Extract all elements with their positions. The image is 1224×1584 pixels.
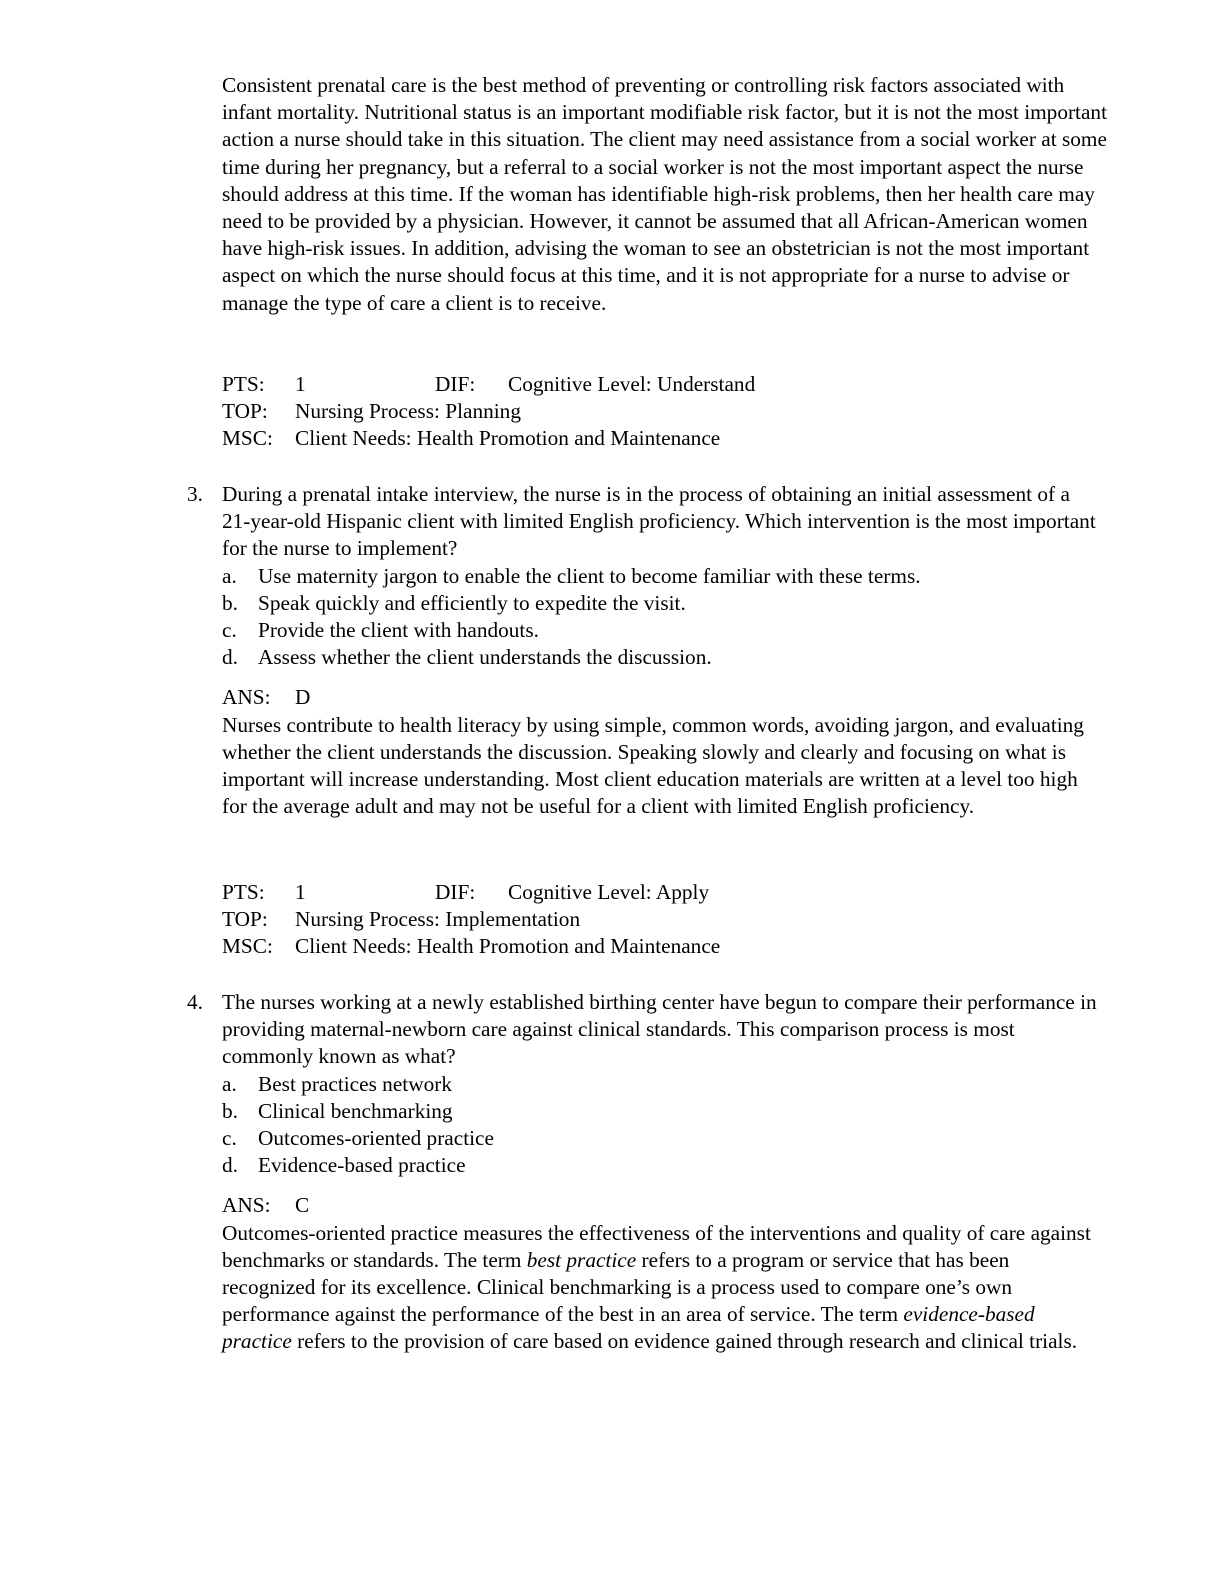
top-row [222,906,922,933]
option-d [222,644,1117,671]
pts-dif-row [222,371,922,398]
answer-value: D [295,685,311,710]
answer-section [222,1192,1117,1355]
rationale-previous-question [222,72,1112,317]
term-best-practice: best practice [526,1247,637,1272]
option-text: Outcomes-oriented practice [258,1125,494,1150]
option-letter: b. [222,1098,238,1123]
option-b [222,590,1117,617]
option-text: Use maternity jargon to enable the client to become familiar with these terms. [258,563,921,588]
pts-label: PTS: [222,880,265,904]
answer-label: ANS: [222,685,271,710]
answer-options [222,563,1117,672]
question-number: 4. [187,990,203,1014]
pts-value: 1 [295,880,306,904]
msc-label: MSC: [222,934,273,959]
msc-row [222,933,922,960]
option-letter: c. [222,1125,237,1150]
rationale-part: refers to a program or service that has been recognized for its excellence. Clinical benchmarking is a process used to compare one’s own performance against the performance of the best in an area of service. The term [222,1247,1013,1327]
answer-options [222,1071,1117,1180]
option-d [222,1152,1117,1179]
option-text: Clinical benchmarking [258,1098,453,1123]
answer-rationale [222,1220,1102,1356]
option-text: Best practices network [258,1071,452,1096]
term-evidence-based-practice: evidence-based practice [222,1302,1035,1354]
answer-key-row [222,1192,1117,1219]
answer-value: C [295,1193,310,1218]
option-letter: c. [222,617,237,642]
dif-value: Cognitive Level: Apply [508,880,710,904]
pts-dif-row [222,879,922,906]
answer-label: ANS: [222,1193,271,1218]
top-value: Nursing Process: Implementation [295,907,581,932]
msc-value: Client Needs: Health Promotion and Maintenance [295,426,721,451]
option-a [222,563,1117,590]
answer-section [222,684,1117,820]
dif-label: DIF: [435,880,476,904]
option-text: Assess whether the client understands the discussion. [258,645,712,670]
question-metadata-previous [222,371,922,453]
option-letter: d. [222,645,238,670]
question-text: During a prenatal intake interview, the nurse is in the process of obtaining an initial assessment of a 21-year-old Hispanic client with limited English proficiency. Which intervention is the most important for the nurse to implement? [222,482,1096,561]
option-text: Evidence-based practice [258,1153,466,1178]
question-text: The nurses working at a newly established birthing center have begun to compare their performance in providing maternal-newborn care against clinical standards. This comparison process is most commonly known as what? [222,990,1097,1069]
answer-rationale: Nurses contribute to health literacy by using simple, common words, avoiding jargon, and evaluating whether the client understands the discussion. Speaking slowly and clearly and focusing on what is important will increase understanding. Most client education materials are written at a level too high for the average adult and may not be useful for a client with limited English proficiency. [222,712,1084,819]
rationale-part: refers to the provision of care based on evidence gained through research and clinical trials. [291,1329,1078,1354]
question-stem [187,481,1117,563]
dif-label: DIF: [435,372,476,396]
option-b [222,1098,1117,1125]
option-c [222,617,1117,644]
option-a [222,1071,1117,1098]
rationale-part: Outcomes-oriented practice measures the effectiveness of the interventions and quality of care against benchmarks or standards. The term [222,1220,1091,1272]
question-4 [187,989,1117,1356]
answer-key-row [222,684,1117,711]
option-text: Provide the client with handouts. [258,617,539,642]
question-number: 3. [187,482,203,506]
option-letter: b. [222,590,238,615]
question-stem [187,989,1117,1071]
pts-value: 1 [295,372,306,396]
top-value: Nursing Process: Planning [295,399,521,424]
question-3 [187,481,1117,820]
option-c [222,1125,1117,1152]
option-letter: d. [222,1153,238,1178]
rationale-text: Consistent prenatal care is the best method of preventing or controlling risk factors associated with infant mortality. Nutritional status is an important modifiable risk factor, but it is not the most important action a nurse should take in this situation. The client may need assistance from a social worker at some time during her pregnancy, but a referral to a social worker is not the most important aspect the nurse should address at this time. If the woman has identifiable high-risk problems, then her health care may need to be provided by a physician. However, it cannot be assumed that all African-American women have high-risk issues. In addition, advising the woman to see an obstetrician is not the most important aspect on which the nurse should focus at this time, and it is not appropriate for a nurse to advise or manage the type of care a client is to receive. [222,73,1107,315]
top-label: TOP: [222,399,268,424]
question-metadata-3 [222,879,922,961]
top-row [222,398,922,425]
option-letter: a. [222,1071,237,1096]
top-label: TOP: [222,907,268,932]
msc-value: Client Needs: Health Promotion and Maintenance [295,934,721,959]
option-text: Speak quickly and efficiently to expedite the visit. [258,590,686,615]
pts-label: PTS: [222,372,265,396]
dif-value: Cognitive Level: Understand [508,372,756,396]
msc-row [222,425,922,452]
msc-label: MSC: [222,426,273,451]
option-letter: a. [222,563,237,588]
